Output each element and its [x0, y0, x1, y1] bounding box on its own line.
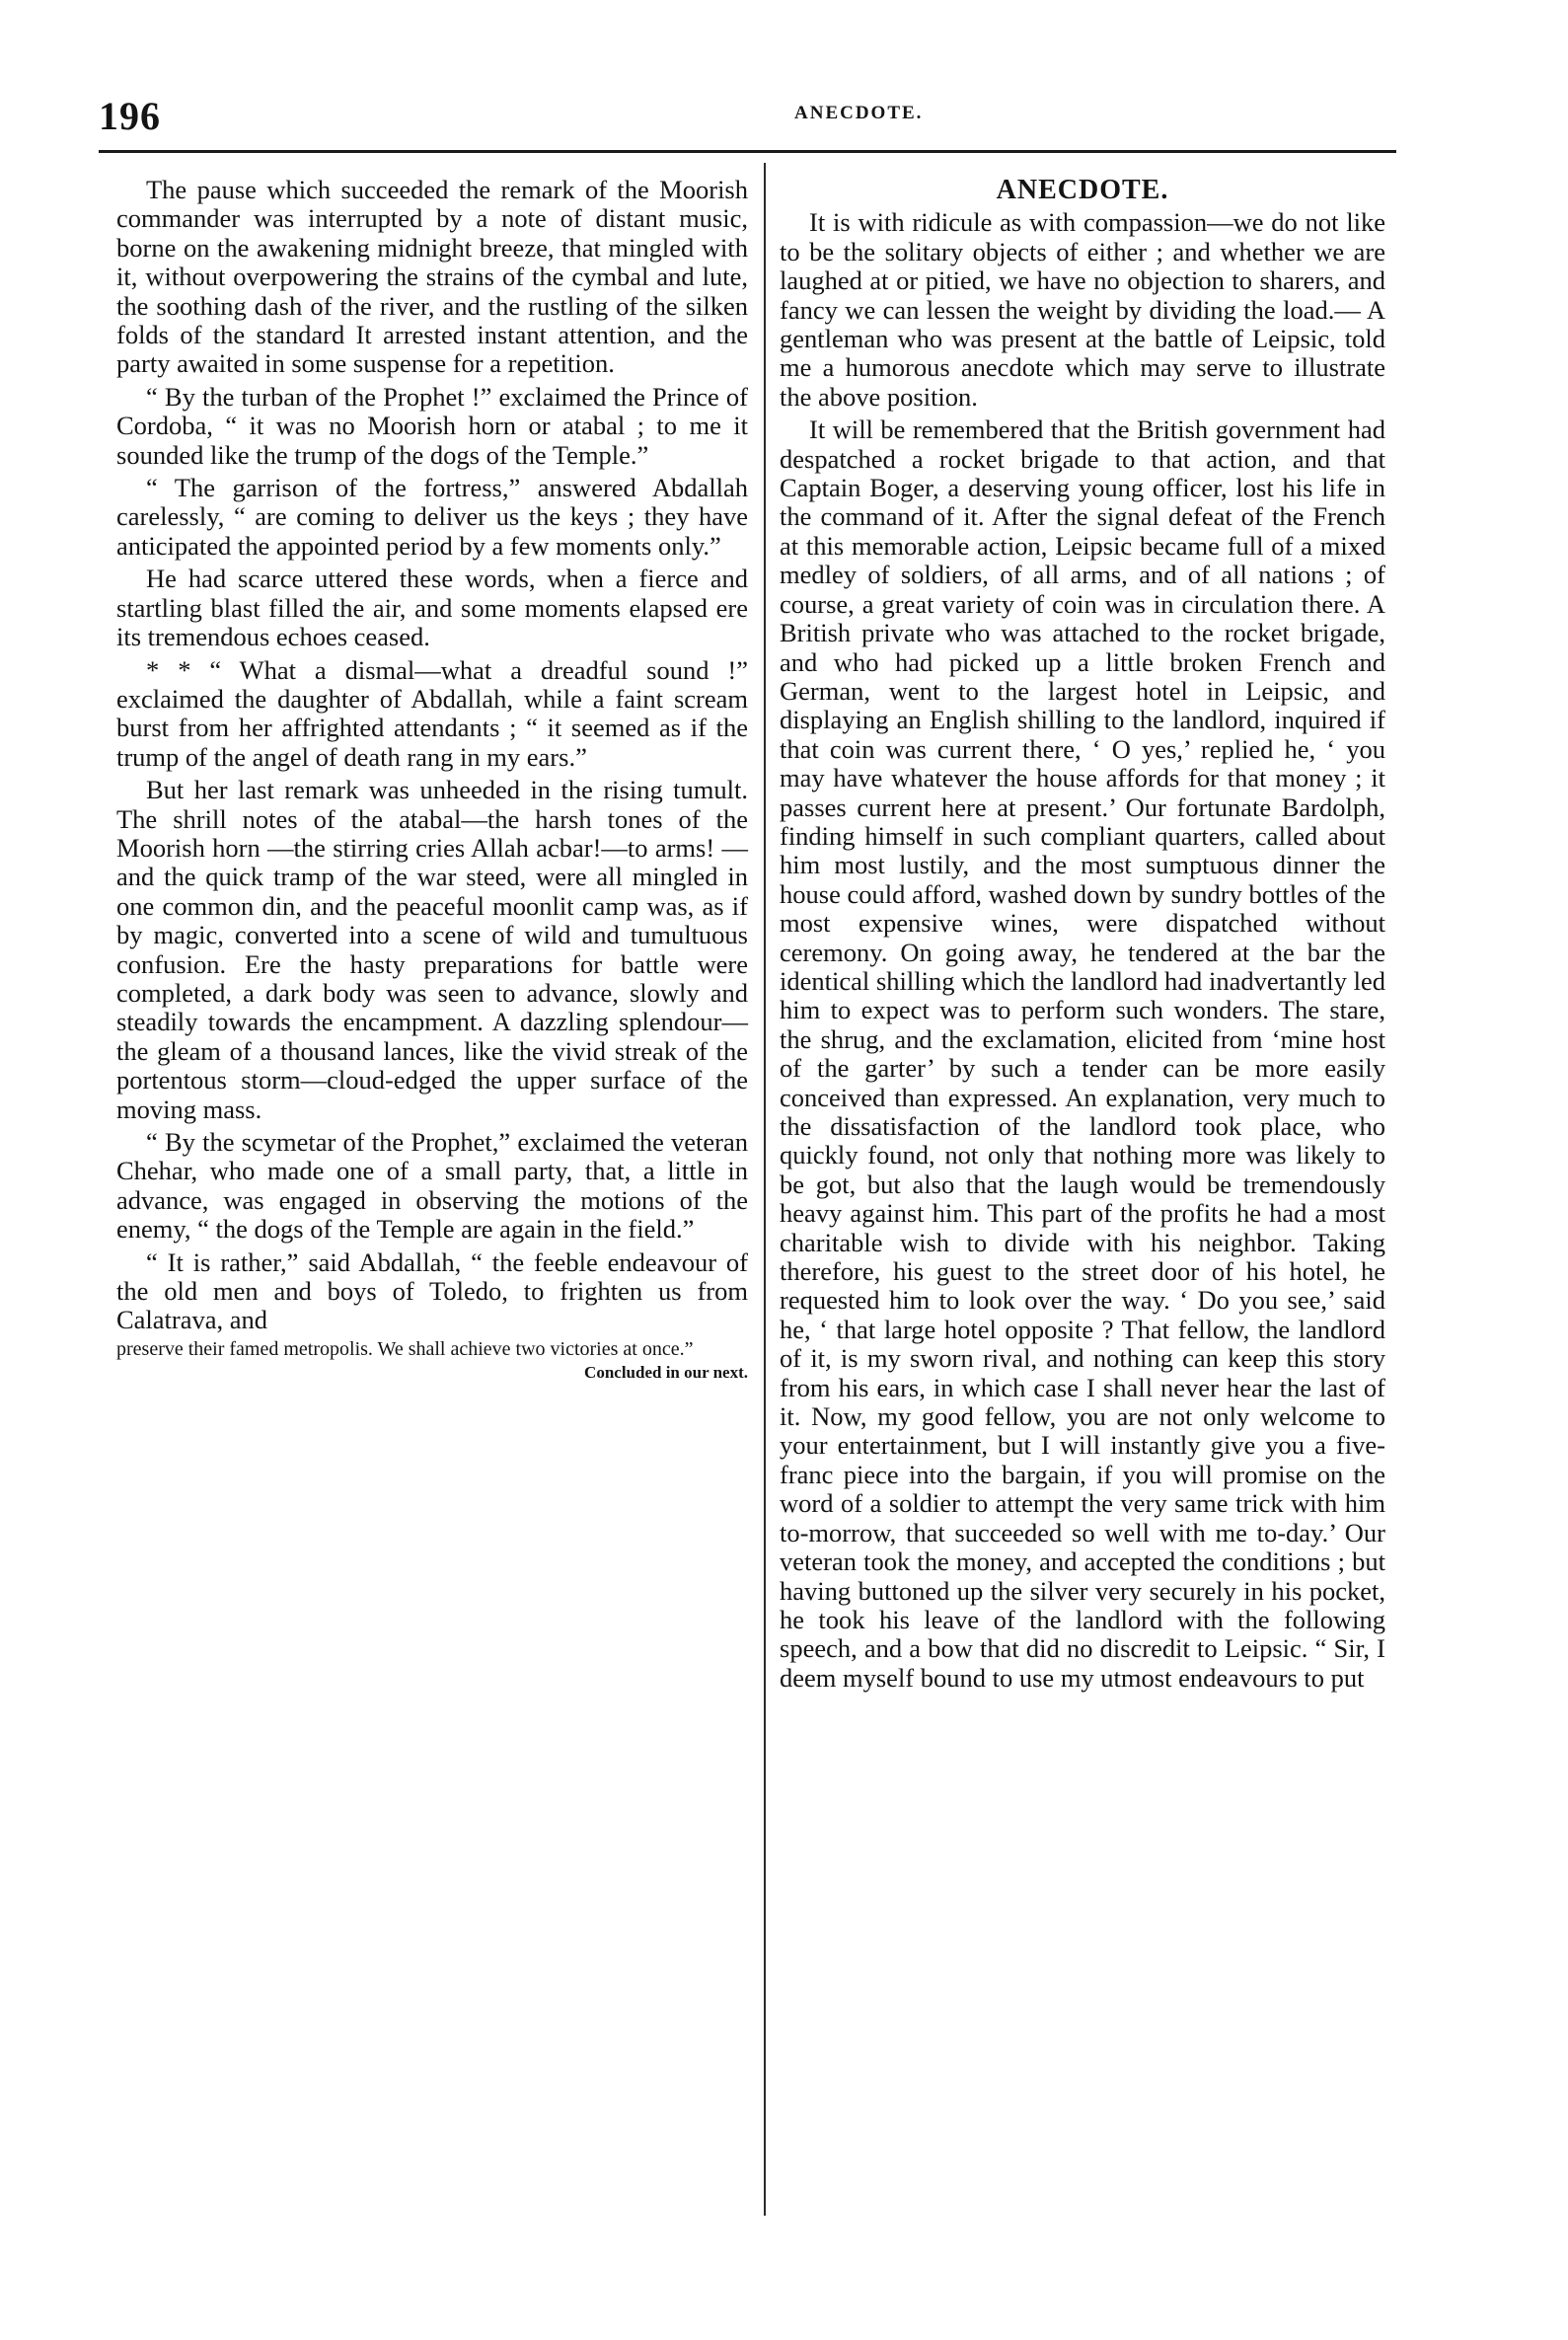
right-column [780, 176, 1385, 1697]
paragraph: He had scarce uttered these words, when a fierce and startling blast filled the air, and some moments elapsed ere its tremendous echoes ceased. [116, 564, 748, 652]
paragraph: “ The garrison of the fortress,” answered Abdallah carelessly, “ are coming to deliver us the keys ; they have anticipated the appointed period by a few moments only.” [116, 473, 748, 561]
continuation-note: Concluded in our next. [584, 1362, 748, 1382]
left-column [116, 176, 748, 1385]
paragraph: “ By the scymetar of the Prophet,” exclaimed the veteran Chehar, who made one of a small party, that, a little in advance, was engaged in observing the motions of the enemy, “ the dogs of the Temple are again in the field.” [116, 1127, 748, 1245]
closing-lines [116, 1337, 748, 1385]
paragraph: It is with ridicule as with compassion—we do not like to be the solitary objects of either ; and whether we are laughed at or pitied, we have no objection to sharers, and fancy we can lessen the weight by dividing the load.— A gentleman who was present at the battle of Leipsic, told me a humorous anecdote which may serve to illustrate the above position. [780, 207, 1385, 412]
paragraph: * * “ What a dismal—what a dreadful sound !” exclaimed the daughter of Abdallah, while a faint scream burst from her affrighted attendants ; “ it seemed as if the trump of the angel of death rang in my ears.” [116, 654, 748, 772]
closing-text: preserve their famed metropolis. We shall achieve two victories at once.” [116, 1337, 694, 1360]
page-header [99, 93, 1381, 142]
paragraph: But her last remark was unheeded in the rising tumult. The shrill notes of the atabal—the harsh tones of the Moorish horn —the stirring cries Allah acbar!—to arms! —and the quick tramp of the war steed, were all mingled in one common din, and the peaceful moonlit camp was, as if by magic, converted into a scene of wild and tumultuous confusion. Ere the hasty preparations for battle were completed, a dark body was seen to advance, slowly and steadily towards the encampment. A dazzling splendour—the gleam of a thousand lances, like the vivid streak of the portentous storm—cloud-edged the upper surface of the moving mass. [116, 775, 748, 1124]
paragraph: The pause which succeeded the remark of the Moorish commander was interrupted by a note of distant music, borne on the awakening midnight breeze, that mingled with it, without overpowering the strains of the cymbal and lute, the soothing dash of the river, and the rustling of the silken folds of the standard It arrested instant attention, and the party awaited in some suspense for a repetition. [116, 175, 748, 379]
page-number: 196 [99, 94, 161, 138]
paragraph: It will be remembered that the British government had despatched a rocket brigade to that action, and that Captain Boger, a deserving young officer, lost his life in the command of it. After the signal defeat of the French at this memorable action, Leipsic became full of a mixed medley of soldiers, of all arms, and of all nations ; of course, a great variety of coin was in circulation there. A British private who was attached to the rocket brigade, and who had picked up a little broken French and German, went to the largest hotel in Leipsic, and displaying an English shilling to the landlord, inquired if that coin was current there, ‘ O yes,’ replied he, ‘ you may have whatever the house affords for that money ; it passes current here at present.’ Our fortunate Bardolph, finding himself in such compliant quarters, called about him most lustily, and the most sumptuous dinner the house could afford, washed down by sundry bottles of the most expensive wines, were dispatched without ceremony. On going away, he tendered at the bar the identical shilling which the landlord had inadvertantly led him to expect was to perform such wonders. The stare, the shrug, and the exclamation, elicited from ‘mine host of the garter’ by such a tender can be more easily conceived than expressed. An explanation, very much to the dissatisfaction of the landlord took place, who quickly found, not only that nothing more was likely to be got, but also that the laugh would be tremendously heavy against him. This part of the profits he had a most charitable wish to divide with his neighbor. Taking therefore, his guest to the street door of his hotel, he requested him to look over the way. ‘ Do you see,’ said he, ‘ that large hotel opposite ? That fellow, the landlord of it, is my sworn rival, and nothing can keep this story from his ears, in which case I shall never hear the last of it. Now, my good fellow, you are not only welcome to your entertainment, but I will instantly give you a five-franc piece into the bargain, if you will promise on the word of a soldier to attempt the very same trick with him to-morrow, that succeeded so well with me to-day.’ Our veteran took the money, and accepted the conditions ; but having buttoned up the silver very securely in his pocket, he took his leave of the landlord with the following speech, and a bow that did no discredit to Leipsic. “ Sir, I deem myself bound to use my utmost endeavours to put [780, 415, 1385, 1693]
running-head: ANECDOTE. [794, 103, 924, 123]
paragraph: “ It is rather,” said Abdallah, “ the feeble endeavour of the old men and boys of Toledo, to frighten us from Calatrava, and [116, 1246, 748, 1335]
column-divider [764, 163, 766, 2216]
article-title: ANECDOTE. [996, 175, 1169, 205]
paragraph: “ By the turban of the Prophet !” exclaimed the Prince of Cordoba, “ it was no Moorish horn or atabal ; to me it sounded like the trump of the dogs of the Temple.” [116, 381, 748, 470]
header-rule [99, 150, 1396, 153]
